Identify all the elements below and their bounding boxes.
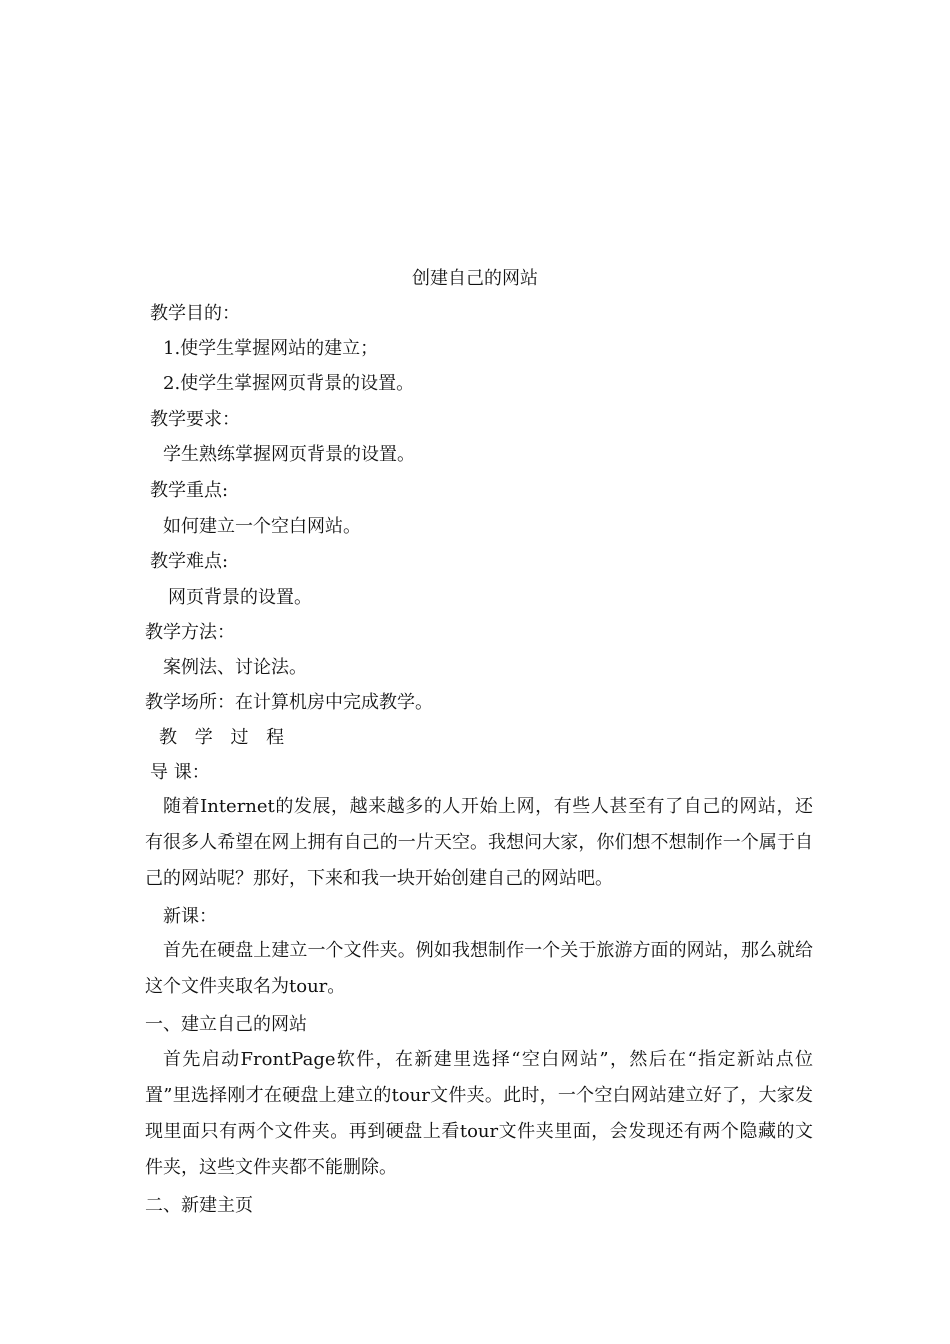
document-title: 创建自己的网站 <box>412 268 538 289</box>
requirements-text: 学生熟练掌握网页背景的设置。 <box>163 444 415 465</box>
methods-text: 案例法、讨论法。 <box>163 657 307 678</box>
objective-item-1: 1.使学生掌握网站的建立； <box>163 338 379 359</box>
methods-heading: 教学方法： <box>145 622 235 643</box>
requirements-heading: 教学要求： <box>150 409 240 430</box>
intro-heading: 导 课： <box>150 762 210 783</box>
objectives-heading: 教学目的： <box>150 303 240 324</box>
section-1-heading: 一、建立自己的网站 <box>145 1014 307 1035</box>
intro-paragraph: 随着Internet的发展，越来越多的人开始上网，有些人甚至有了自己的网站，还有很多人希望在网上拥有自己的一片天空。我想问大家，你们想不想制作一个属于自己的网站呢？那好，下来和我一块开始创建自己的网站吧。 <box>145 796 813 889</box>
difficulties-text: 网页背景的设置。 <box>168 587 312 608</box>
objective-item-2: 2.使学生掌握网页背景的设置。 <box>163 373 415 394</box>
section-1-paragraph: 首先启动FrontPage软件，在新建里选择“空白网站”，然后在“指定新站点位置”里选择刚才在硬盘上建立的tour文件夹。此时，一个空白网站建立好了，大家发现里面只有两个文件夹。再到硬盘上看tour文件夹里面，会发现还有两个隐藏的文件夹，这些文件夹都不能删除。 <box>145 1049 813 1178</box>
process-heading: 教 学 过 程 <box>159 727 291 748</box>
key-points-heading: 教学重点: <box>150 480 229 501</box>
venue-line: 教学场所：在计算机房中完成教学。 <box>145 692 433 713</box>
key-points-text: 如何建立一个空白网站。 <box>163 516 361 537</box>
new-lesson-heading: 新课： <box>163 906 217 927</box>
section-2-heading: 二、新建主页 <box>145 1195 253 1216</box>
difficulties-heading: 教学难点: <box>150 551 229 572</box>
new-lesson-paragraph: 首先在硬盘上建立一个文件夹。例如我想制作一个关于旅游方面的网站，那么就给这个文件夹取名为tour。 <box>145 940 813 997</box>
